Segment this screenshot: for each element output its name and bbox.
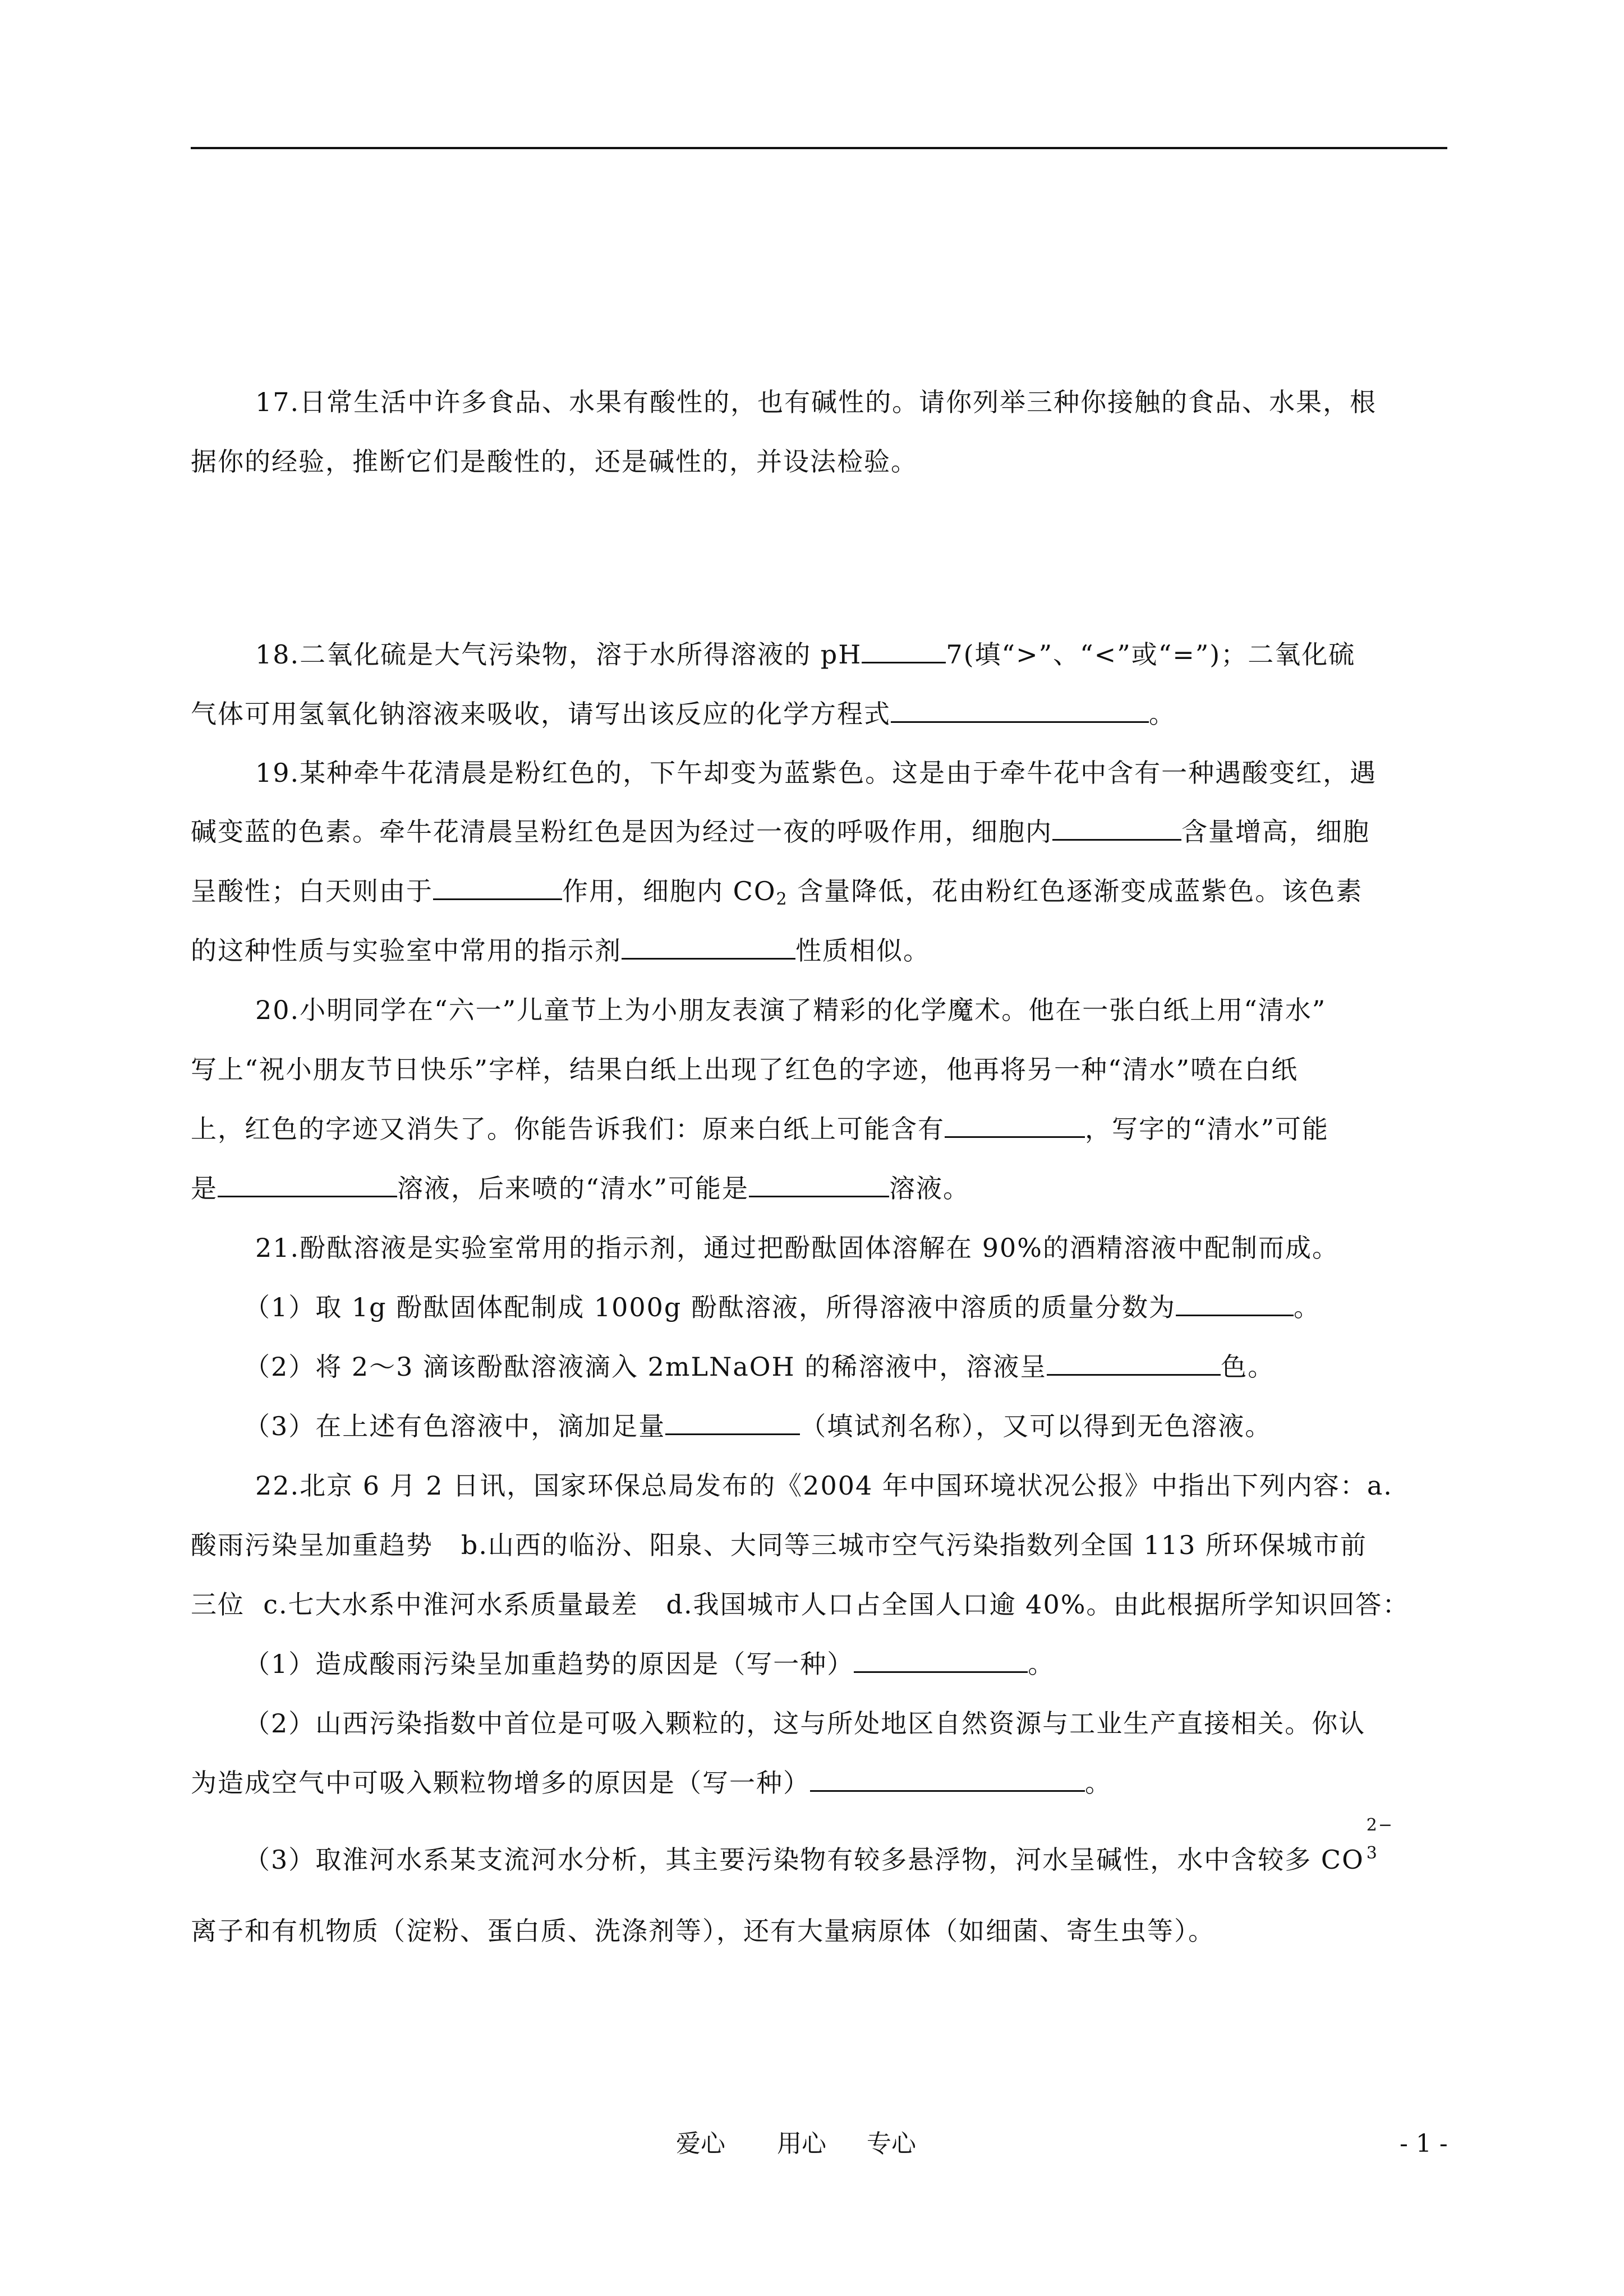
header-rule [191,147,1447,149]
q20-blank-2[interactable] [218,1173,397,1197]
q19-text: 含量增高，细胞 [1181,817,1370,847]
q21-sub-3 [244,1408,1272,1445]
q18-line-1 [255,636,1355,673]
q19-text: 含量降低，花由粉红色逐渐变成蓝紫色。该色素 [788,876,1363,906]
q21-sub-1 [244,1289,1321,1326]
q21-blank-3[interactable] [665,1411,800,1435]
q22-sub-3-line-2: 离子和有机物质（淀粉、蛋白质、洗涤剂等），还有大量病原体（如细菌、寄生虫等）。 [191,1916,1215,1946]
q18-ph-blank[interactable] [862,639,946,663]
q22-blank-1[interactable] [854,1649,1028,1673]
q19-blank-3[interactable] [622,935,795,960]
count-subscript: 3 [1366,1843,1378,1863]
q22-text: （1）造成酸雨污染呈加重趋势的原因是（写一种） [244,1649,854,1679]
q18-equation-blank[interactable] [891,699,1149,723]
q20-text: 上，红色的字迹又消失了。你能告诉我们：原来白纸上可能含有 [191,1114,945,1144]
q19-text: 碱变蓝的色素。牵牛花清晨呈粉红色是因为经过一夜的呼吸作用，细胞内 [191,817,1052,847]
q22-text: 。 [1028,1649,1055,1679]
q22-sub-2-line-1: （2）山西污染指数中首位是可吸入颗粒的，这与所处地区自然资源与工业生产直接相关。你认 [244,1708,1366,1739]
q22-line-2: 酸雨污染呈加重趋势 b.山西的临汾、阳泉、大同等三城市空气污染指数列全国 113 所环保城市前 [191,1530,1367,1560]
q18-text: 气体可用氢氧化钠溶液来吸收，请写出该反应的化学方程式 [191,699,891,729]
q18-text: 7(填“>”、“<”或“=”)；二氧化硫 [946,639,1356,670]
q21-line-1: 21.酚酞溶液是实验室常用的指示剂，通过把酚酞固体溶解在 90%的酒精溶液中配制而成。 [255,1233,1340,1263]
q20-line-2: 写上“祝小朋友节日快乐”字样，结果白纸上出现了红色的字迹，他再将另一种“清水”喷在白纸 [191,1054,1299,1085]
q21-text: （1）取 1g 酚酞固体配制成 1000g 酚酞溶液，所得溶液中溶质的质量分数为 [244,1292,1176,1322]
q20-text: 是 [191,1173,218,1204]
q19-blank-1[interactable] [1052,817,1181,841]
q22-line-1: 22.北京 6 月 2 日讯，国家环保总局发布的《2004 年中国环境状况公报》中指出下列内容：a. [255,1470,1393,1501]
page-number: - 1 - [1400,2129,1448,2158]
q20-line-3 [191,1110,1329,1147]
footer-motto-care: 用心 [777,2129,826,2158]
charge-superscript: 2− [1366,1815,1394,1835]
q19-line-2 [191,813,1370,850]
q20-text: ，写字的“清水”可能 [1085,1114,1329,1144]
q20-text: 溶液，后来喷的“清水”可能是 [397,1173,749,1204]
q20-blank-3[interactable] [749,1173,889,1197]
q21-text: 。 [1293,1292,1321,1322]
q20-blank-1[interactable] [945,1114,1085,1138]
footer-motto-love: 爱心 [676,2129,725,2158]
q22-text: 为造成空气中可吸入颗粒物增多的原因是（写一种） [191,1768,810,1798]
q18-text: 18.二氧化硫是大气污染物，溶于水所得溶液的 pH [255,639,862,670]
q21-blank-2[interactable] [1047,1352,1221,1376]
q22-sub-1 [244,1645,1055,1682]
footer-motto-focus: 专心 [867,2129,916,2158]
q19-text: 作用，细胞内 CO [562,876,776,906]
q21-text: 色。 [1221,1352,1275,1382]
q18-text: 。 [1149,699,1176,729]
q22-text: 。 [1085,1768,1112,1798]
q21-blank-1[interactable] [1176,1292,1294,1316]
q19-subscript: 2 [776,889,788,909]
q21-text: （2）将 2～3 滴该酚酞溶液滴入 2mLNaOH 的稀溶液中，溶液呈 [244,1352,1047,1382]
q19-blank-2[interactable] [433,876,562,900]
q22-sub-2-line-2 [191,1764,1112,1801]
q19-text: 呈酸性；白天则由于 [191,876,433,906]
q22-line-3: 三位 c.七大水系中淮河水系质量最差 d.我国城市人口占全国人口逾 40%。由此根据所学知识回答： [191,1589,1410,1620]
q19-line-3 [191,873,1363,910]
q20-line-1: 20.小明同学在“六一”儿童节上为小朋友表演了精彩的化学魔术。他在一张白纸上用“清水” [255,995,1327,1025]
q22-blank-2[interactable] [810,1768,1085,1792]
q17-line-2: 据你的经验，推断它们是酸性的，还是碱性的，并设法检验。 [191,446,918,477]
q19-line-1: 19.某种牵牛花清晨是粉红色的，下午却变为蓝紫色。这是由于牵牛花中含有一种遇酸变红，遇 [255,758,1377,788]
q22-sub-3-line-1 [244,1815,1394,1878]
q22-text: （3）取淮河水系某支流河水分析，其主要污染物有较多悬浮物，河水呈碱性，水中含较多 CO [244,1845,1364,1875]
q21-text: （填试剂名称），又可以得到无色溶液。 [800,1411,1272,1441]
q21-sub-2 [244,1348,1275,1385]
q19-text: 的这种性质与实验室中常用的指示剂 [191,935,622,966]
carbonate-charge [1364,1815,1394,1871]
q20-line-4 [191,1170,970,1207]
q19-text: 性质相似。 [795,935,930,966]
q20-text: 溶液。 [889,1173,970,1204]
q18-line-2 [191,695,1176,732]
q17-line-1: 17.日常生活中许多食品、水果有酸性的，也有碱性的。请你列举三种你接触的食品、水果，根 [255,387,1377,417]
q19-line-4 [191,932,930,969]
q21-text: （3）在上述有色溶液中，滴加足量 [244,1411,666,1441]
